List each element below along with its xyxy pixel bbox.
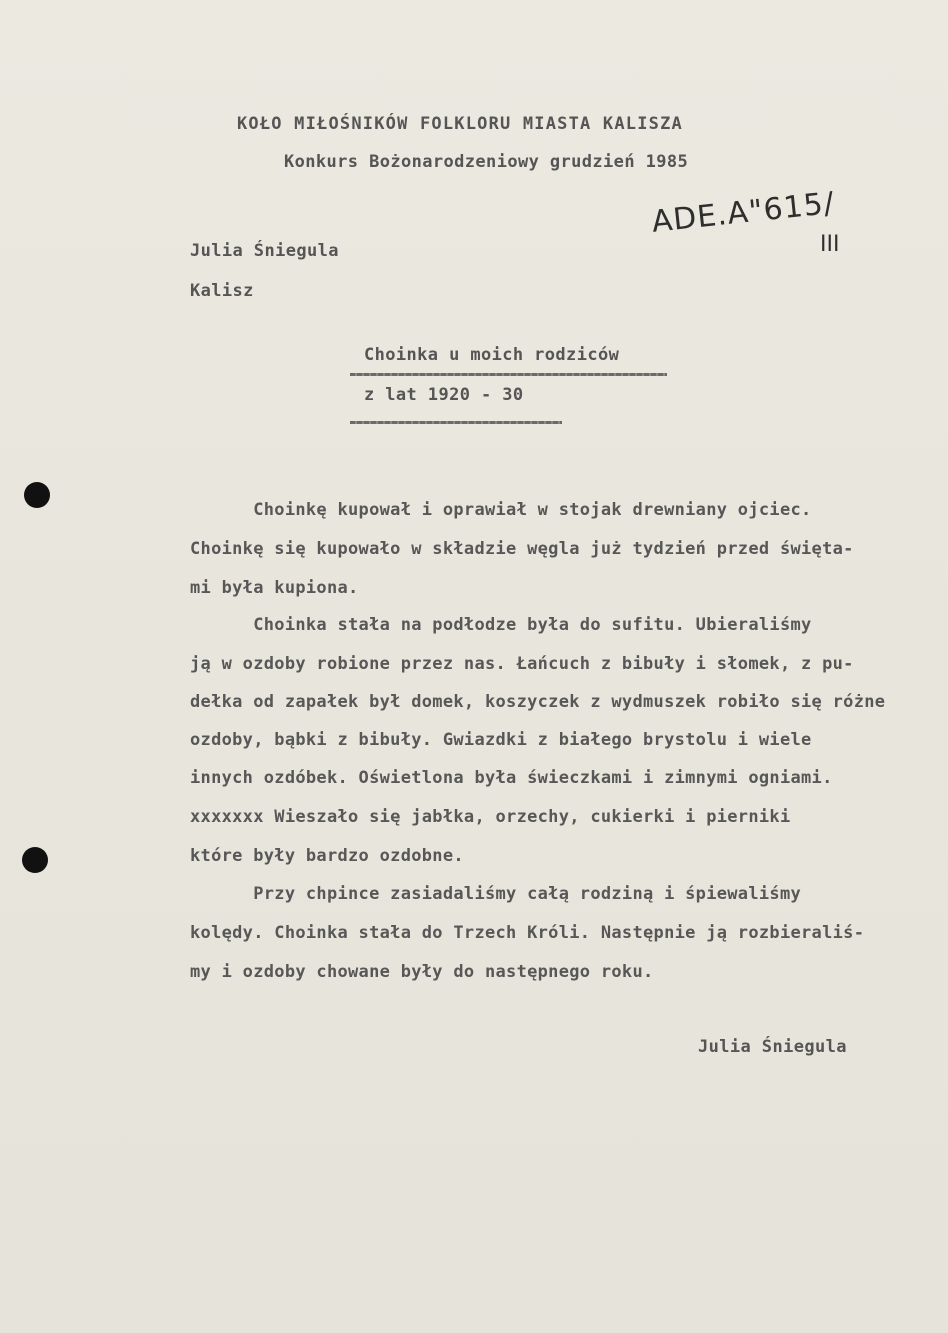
signature: Julia Śniegula [698, 1037, 847, 1057]
body-line: mi była kupiona. [190, 578, 359, 598]
body-line: Przy chpince zasiadaliśmy całą rodziną i śpiewaliśmy [190, 884, 802, 904]
subtitle-underline [350, 421, 562, 424]
punch-hole [22, 847, 48, 873]
body-line: kolędy. Choinka stała do Trzech Króli. Następnie ją rozbieraliś- [190, 923, 865, 943]
punch-hole [24, 482, 50, 508]
title-underline [350, 373, 667, 376]
body-line: ją w ozdoby robione przez nas. Łańcuch z bibuły i słomek, z pu- [190, 654, 854, 674]
document-title: Choinka u moich rodziców [364, 345, 620, 365]
body-line: my i ozdoby chowane były do następnego roku. [190, 962, 654, 982]
archive-signature-sub: III [820, 232, 840, 257]
header-organization: KOŁO MIŁOŚNIKÓW FOLKLORU MIASTA KALISZA [237, 114, 683, 134]
body-line: xxxxxxx Wieszało się jabłka, orzechy, cukierki i pierniki [190, 807, 791, 827]
author-name: Julia Śniegula [190, 241, 339, 261]
author-city: Kalisz [190, 281, 254, 301]
body-line: ozdoby, bąbki z bibuły. Gwiazdki z białego brystolu i wiele [190, 730, 812, 750]
header-contest: Konkurs Bożonarodzeniowy grudzień 1985 [284, 152, 689, 172]
body-line: Choinkę kupował i oprawiał w stojak drewniany ojciec. [190, 500, 812, 520]
body-line: Choinkę się kupowało w składzie węgla już tydzień przed świętа- [190, 539, 854, 559]
body-line: Choinka stała na podłodze była do sufitu. Ubieraliśmy [190, 615, 812, 635]
body-line: dełka od zapałek był domek, koszyczek z wydmuszek robiło się różne [190, 692, 886, 712]
archive-signature-handwritten: ADE.A"615/ [650, 185, 837, 240]
document-subtitle: z lat 1920 - 30 [364, 385, 524, 405]
body-line: innych ozdóbek. Oświetlona była świeczkami i zimnymi ogniami. [190, 768, 833, 788]
body-line: które były bardzo ozdobne. [190, 846, 464, 866]
